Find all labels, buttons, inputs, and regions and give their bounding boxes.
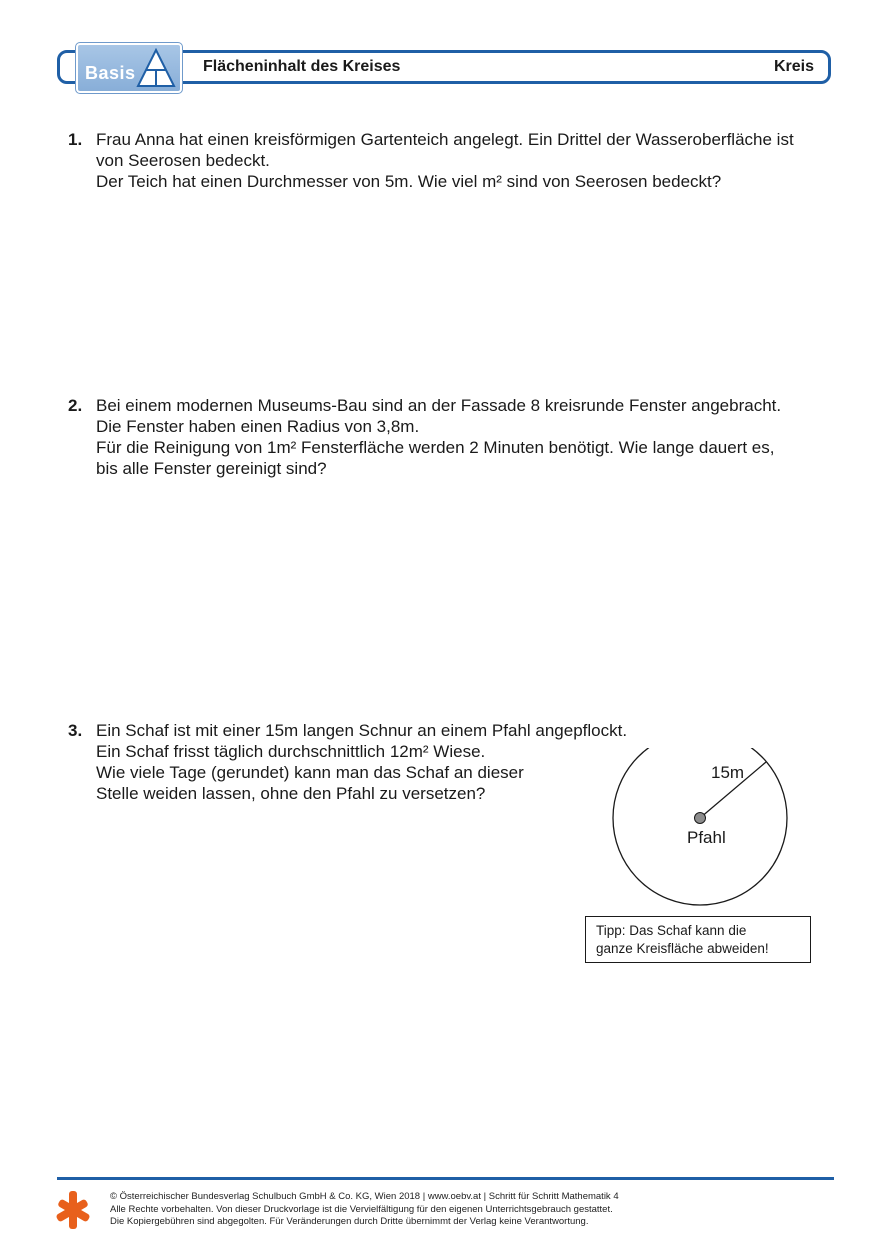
task-line: Für die Reinigung von 1m² Fensterfläche werden 2 Minuten benötigt. Wie lange dauert es,	[96, 438, 775, 457]
footer-line: Die Kopiergebühren sind abgegolten. Für Veränderungen durch Dritte übernimmt der Verlag keine Verantwortung.	[110, 1216, 589, 1227]
center-label: Pfahl	[687, 828, 726, 847]
task-number: 1.	[68, 130, 83, 149]
task-text	[96, 129, 836, 192]
task-line: Frau Anna hat einen kreisförmigen Gartenteich angelegt. Ein Drittel der Wasseroberfläche ist	[96, 130, 794, 149]
footer-divider	[57, 1177, 834, 1180]
topic-label: Kreis	[773, 58, 814, 75]
footer-line: © Österreichischer Bundesverlag Schulbuch GmbH & Co. KG, Wien 2018 | www.oebv.at | Schritt für Schritt Mathematik 4	[110, 1191, 619, 1202]
meadow-circle	[613, 748, 787, 905]
task-text	[96, 395, 836, 479]
task-number: 3.	[68, 721, 83, 740]
footer-copyright	[110, 1191, 810, 1229]
circle-diagram	[600, 748, 800, 918]
task-line: Stelle weiden lassen, ohne den Pfahl zu versetzen?	[96, 784, 486, 803]
task-line: Ein Schaf ist mit einer 15m langen Schnur an einem Pfahl angepflockt.	[96, 721, 628, 740]
task-line: Bei einem modernen Museums-Bau sind an der Fassade 8 kreisrunde Fenster angebracht.	[96, 396, 782, 415]
basis-logo-text: Basis	[85, 63, 136, 83]
task-line: Ein Schaf frisst täglich durchschnittlich 12m² Wiese.	[96, 742, 486, 761]
basis-logo	[76, 43, 182, 93]
task-line: Der Teich hat einen Durchmesser von 5m. Wie viel m² sind von Seerosen bedeckt?	[96, 172, 722, 191]
page-title: Flächeninhalt des Kreises	[203, 58, 401, 75]
tip-box	[585, 916, 811, 963]
task-line: von Seerosen bedeckt.	[96, 151, 270, 170]
tip-line: Tipp: Das Schaf kann die	[596, 923, 747, 938]
tip-line: ganze Kreisfläche abweiden!	[596, 941, 769, 956]
task-line: Die Fenster haben einen Radius von 3,8m.	[96, 417, 420, 436]
task-number: 2.	[68, 396, 83, 415]
radius-label: 15m	[711, 763, 745, 782]
pyramid-icon	[136, 48, 176, 88]
task-line: Wie viele Tage (gerundet) kann man das Schaf an dieser	[96, 763, 524, 782]
post-dot	[695, 813, 706, 824]
publisher-star-icon	[55, 1190, 91, 1230]
footer-line: Alle Rechte vorbehalten. Von dieser Druckvorlage ist die Vervielfältigung für den eigenen Unterrichtsgebrauch gestattet.	[110, 1203, 613, 1215]
task-line: bis alle Fenster gereinigt sind?	[96, 459, 327, 478]
